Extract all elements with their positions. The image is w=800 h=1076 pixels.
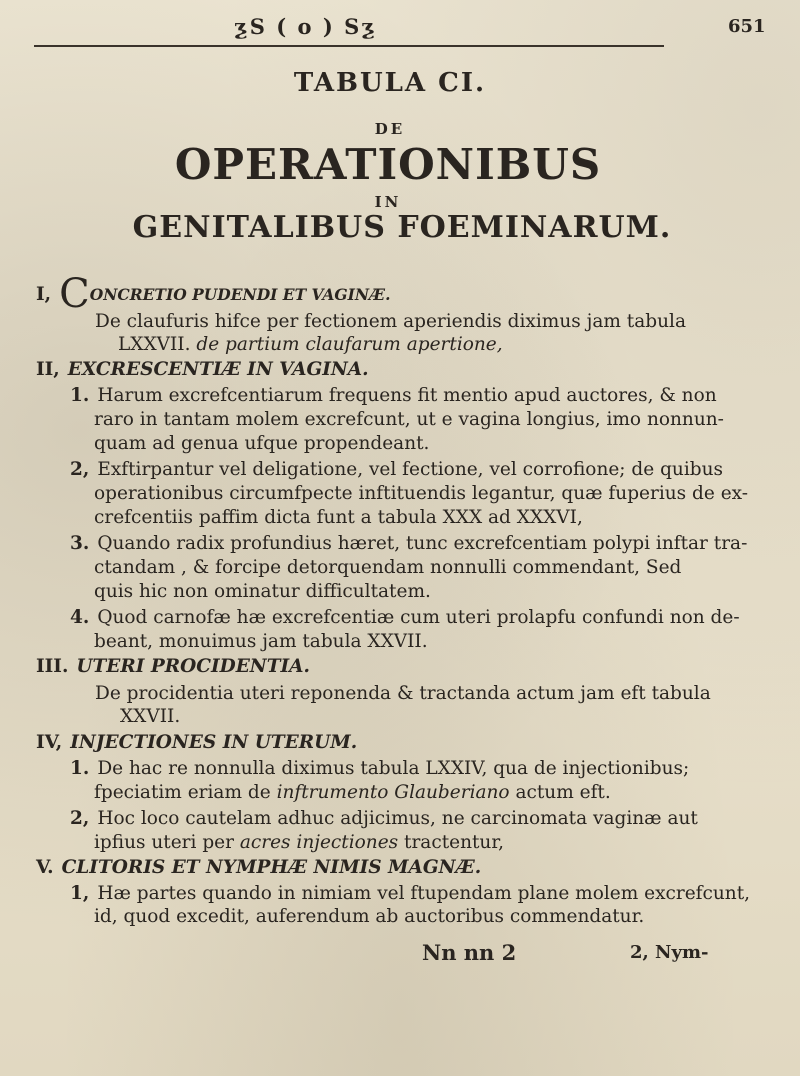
text-run: Exftirpantur vel deligatione, vel fectione, vel corrofione; de quibus: [97, 459, 724, 480]
text-run-italic: acres injectiones: [239, 832, 399, 853]
page-number: 651: [728, 16, 766, 37]
text-run: Quando radix profundius hæret, tunc excrefcentiam polypi inftar tra-: [97, 533, 748, 554]
item-number: 2,: [70, 459, 90, 480]
section-4-heading: [36, 731, 357, 755]
text-line: crefcentiis paffim dicta funt a tabula XXX ad XXXVI,: [94, 507, 583, 528]
text-run: De hac re nonnulla diximus tabula LXXIV, qua de injectionibus;: [97, 758, 690, 779]
text-line: quis hic non ominatur difficultatem.: [94, 581, 431, 602]
text-line: XXVII.: [120, 706, 181, 727]
item-number: 1.: [70, 385, 90, 406]
text-line: [70, 532, 747, 556]
section-number: III.: [36, 656, 69, 677]
text-run: ipfius uteri per: [94, 832, 234, 853]
text-run: tractentur,: [404, 832, 505, 853]
text-run-italic: inftrumento Glauberiano: [276, 782, 510, 803]
text-line: [118, 333, 503, 357]
text-line: quam ad genua ufque propendeant.: [94, 433, 430, 454]
text-line: [70, 882, 750, 906]
text-line: De procidentia uteri reponenda & tractanda actum jam eft tabula: [95, 683, 711, 704]
header-ornament: ƺS ( o ) Sƺ: [234, 14, 378, 39]
text-line: [70, 458, 723, 482]
drop-cap: C: [59, 271, 90, 317]
signature-mark: Nn nn 2: [422, 940, 517, 965]
text-line: [94, 831, 504, 855]
section-5-heading: [36, 856, 481, 880]
text-run: Harum excrefcentiarum frequens fit mentio apud auctores, & non: [97, 385, 717, 406]
text-line: De claufuris hifce per fectionem aperiendis diximus jam tabula: [95, 311, 686, 332]
title-tabula: TABULA CI.: [293, 68, 487, 98]
text-line: beant, monuimus jam tabula XXVII.: [94, 631, 428, 652]
title-in: IN: [374, 193, 402, 211]
text-line: [70, 757, 689, 781]
section-title: CLITORIS ET NYMPHÆ NIMIS MAGNÆ.: [61, 857, 482, 878]
section-title: ONCRETIO PUDENDI ET VAGINÆ.: [89, 285, 391, 304]
text-run: Hoc loco cautelam adhuc adjicimus, ne carcinomata vaginæ aut: [97, 808, 698, 829]
title-operationibus: OPERATIONIBUS: [174, 140, 602, 189]
item-number: 1.: [70, 758, 90, 779]
section-title: EXCRESCENTIÆ IN VAGINA.: [67, 359, 369, 380]
text-run-italic: de partium claufarum apertione,: [196, 334, 503, 355]
text-run: Hæ partes quando in nimiam vel ftupendam plane molem excrefcunt,: [97, 883, 751, 904]
section-number: II,: [36, 359, 60, 380]
section-number: V.: [36, 857, 54, 878]
section-title: UTERI PROCIDENTIA.: [76, 656, 310, 677]
section-3-heading: [36, 655, 310, 679]
text-line: [70, 807, 698, 831]
catchword: 2, Nym-: [630, 942, 709, 963]
text-run: Quod carnofæ hæ excrefcentiæ cum uteri prolapfu confundi non de-: [97, 607, 740, 628]
text-line: id, quod excedit, auferendum ab auctoribus commendatur.: [94, 906, 645, 927]
title-de: DE: [374, 120, 406, 138]
header-rule: [34, 45, 664, 47]
text-line: raro in tantam molem excrefcunt, ut e vagina longius, imo nonnun-: [94, 409, 724, 430]
text-line: [70, 606, 740, 630]
section-1-heading: [36, 271, 391, 317]
text-run: fpeciatim eriam de: [94, 782, 271, 803]
item-number: 1,: [70, 883, 90, 904]
text-line: [70, 384, 717, 408]
item-number: 3.: [70, 533, 90, 554]
section-number: IV,: [36, 732, 63, 753]
item-number: 4.: [70, 607, 90, 628]
item-number: 2,: [70, 808, 90, 829]
section-2-heading: [36, 358, 369, 382]
text-line: ctandam , & forcipe detorquendam nonnulli commendant, Sed: [94, 557, 682, 578]
text-line: [94, 781, 611, 805]
text-run: LXXVII.: [118, 334, 191, 355]
section-title: INJECTIONES IN UTERUM.: [70, 732, 358, 753]
section-number: I,: [36, 284, 52, 305]
text-run: actum eft.: [515, 782, 611, 803]
title-genitalibus: GENITALIBUS FOEMINARUM.: [132, 210, 672, 245]
text-line: operationibus circumfpecte inftituendis legantur, quæ fuperius de ex-: [94, 483, 749, 504]
